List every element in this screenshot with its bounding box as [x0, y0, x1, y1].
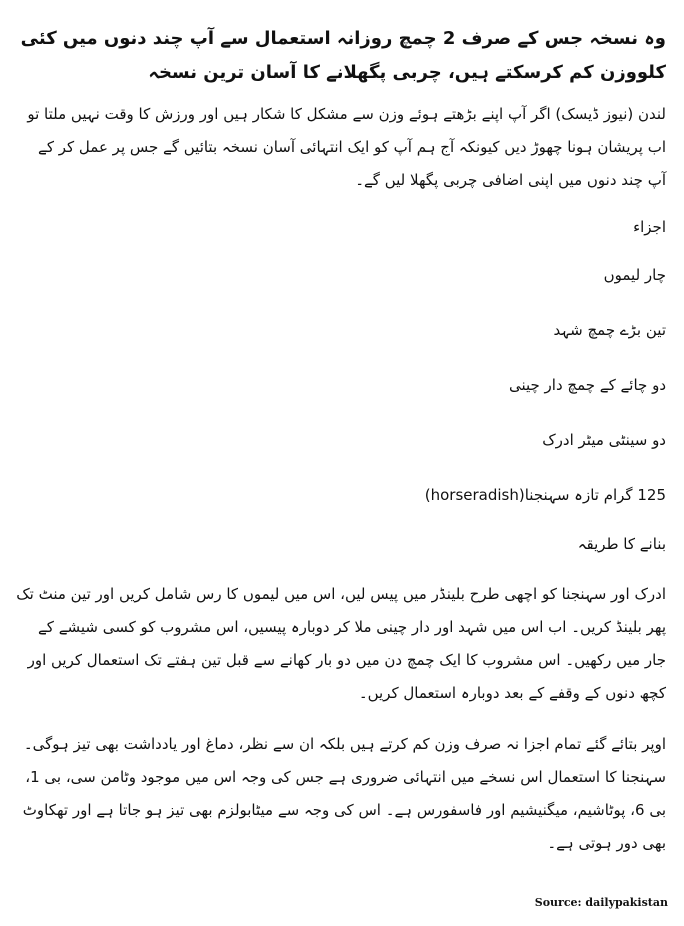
ingredients-list — [16, 263, 668, 507]
ingredient-item-horseradish: 125 گرام تازہ سہنجنا(horseradish) — [424, 486, 666, 504]
source-credit: Source: dailypakistan — [534, 896, 668, 909]
benefits-paragraph: اوپر بتائے گئے تمام اجزا نہ صرف وزن کم کرتے ہیں بلکہ ان سے نظر، دماغ اور یادداشت بھی تیز ہوگی۔ سہنجنا کا استعمال اس نسخے میں انتہائی ضروری ہے جس کی وجہ اس میں موجود وٹامن سی، بی 1، بی 6، پوٹاشیم، میگنیشیم اور فاسفورس ہے۔ اس کی وجہ سے میٹابولزم بھی تیز ہو جاتا ہے اور تھکاوٹ بھی دور ہوتی ہے۔ — [22, 735, 666, 852]
method-heading: بنانے کا طریقہ — [577, 535, 666, 553]
method-paragraph: ادرک اور سہنجنا کو اچھی طرح بلینڈر میں پیس لیں، اس میں لیموں کا رس شامل کریں اور تین منٹ تک پھر بلینڈ کریں۔ اب اس میں شہد اور دار چینی ملا کر دوبارہ پیسیں، اس مشروب کو کسی شیشے کے جار میں رکھیں۔ اس مشروب کا ایک چمچ دن میں دو بار کھانے سے قبل تین ہفتے تک استعمال کریں اور کچھ دنوں کے وقفے کے بعد دوبارہ استعمال کریں۔ — [16, 585, 666, 702]
ingredient-item-lemons: چار لیموں — [603, 266, 666, 284]
ingredients-heading: اجزاء — [633, 218, 666, 236]
ingredient-item-honey: تین بڑے چمچ شہد — [553, 321, 666, 339]
article-title: وہ نسخہ جس کے صرف 2 چمچ روزانہ استعمال سے آپ چند دنوں میں کئی کلووزن کم کرسکتے ہیں، چربی پگھلانے کا آسان ترین نسخہ — [20, 28, 666, 83]
ingredient-item-ginger: دو سینٹی میٹر ادرک — [542, 431, 666, 449]
ingredient-item-cinnamon: دو چائے کے چمچ دار چینی — [508, 376, 666, 394]
intro-paragraph: لندن (نیوز ڈیسک) اگر آپ اپنے بڑھتے ہوئے وزن سے مشکل کا شکار ہیں اور ورزش کا وقت نہیں ملتا تو اب پریشان ہونا چھوڑ دیں کیونکہ آج ہم آپ کو ایک انتہائی آسان نسخہ بتائیں گے جس پر عمل کر کے آپ چند دنوں میں اپنی اضافی چربی پگھلا لیں گے۔ — [27, 105, 666, 189]
